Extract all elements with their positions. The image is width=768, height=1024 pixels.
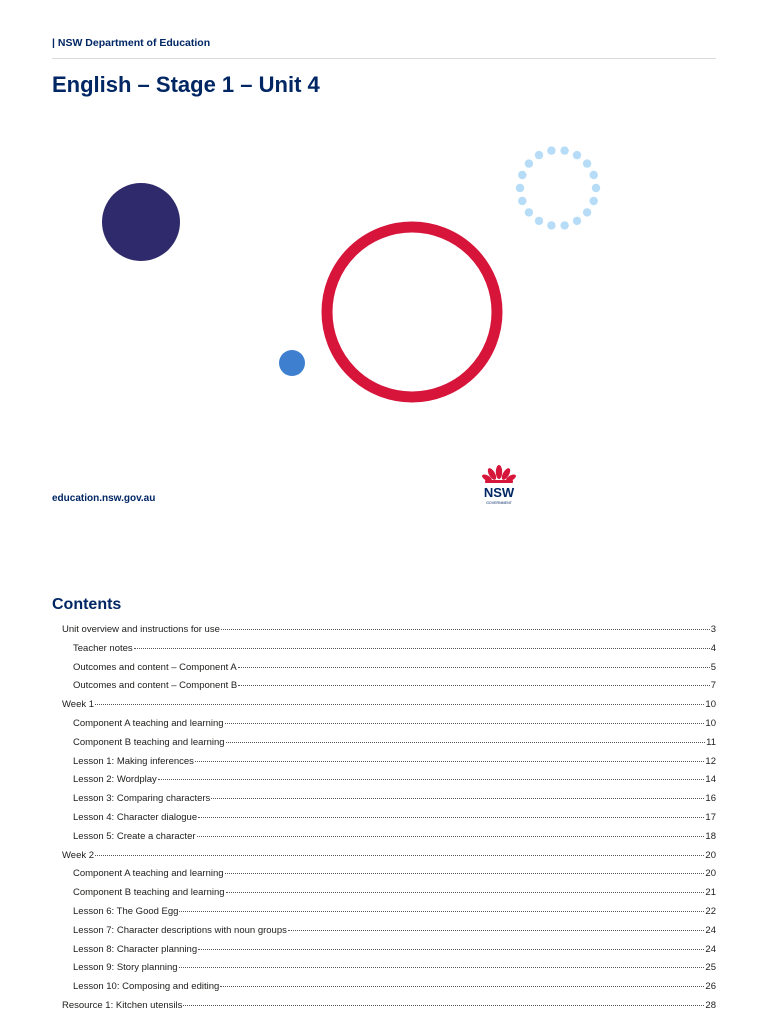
ring-dot xyxy=(547,146,555,154)
toc-leader-dots xyxy=(183,1005,704,1006)
ring-dot xyxy=(518,197,526,205)
toc-leader-dots xyxy=(221,629,710,630)
ring-dot xyxy=(547,221,555,229)
toc-leader-dots xyxy=(134,648,710,649)
document-title: English – Stage 1 – Unit 4 xyxy=(52,72,320,97)
ring-dot xyxy=(535,151,543,159)
toc-page-number: 20 xyxy=(705,868,716,880)
header-divider xyxy=(52,58,716,59)
toc-entry[interactable] xyxy=(62,737,716,756)
toc-entry-label: Lesson 8: Character planning xyxy=(73,943,198,955)
ring-dot xyxy=(516,184,524,192)
ring-dot xyxy=(590,197,598,205)
toc-entry-label: Lesson 6: The Good Egg xyxy=(73,905,179,917)
toc-entry[interactable] xyxy=(62,981,716,1000)
toc-entry[interactable] xyxy=(62,756,716,775)
toc-entry-label: Week 1 xyxy=(62,699,95,711)
toc-entry[interactable] xyxy=(62,624,716,643)
toc-leader-dots xyxy=(198,949,704,950)
toc-entry-label: Lesson 2: Wordplay xyxy=(73,774,157,786)
toc-entry[interactable] xyxy=(62,774,716,793)
toc-entry-label: Outcomes and content – Component B xyxy=(73,680,238,692)
toc-page-number: 28 xyxy=(705,999,716,1011)
toc-entry-label: Teacher notes xyxy=(73,642,133,654)
toc-entry-label: Lesson 4: Character dialogue xyxy=(73,811,198,823)
toc-entry[interactable] xyxy=(62,1000,716,1019)
toc-page-number: 26 xyxy=(705,981,716,993)
nsw-government-logo xyxy=(476,462,522,508)
toc-entry[interactable] xyxy=(62,944,716,963)
toc-leader-dots xyxy=(220,986,704,987)
toc-page-number: 12 xyxy=(705,755,716,767)
ring-dot xyxy=(560,146,568,154)
toc-entry[interactable] xyxy=(62,643,716,662)
toc-page-number: 25 xyxy=(705,962,716,974)
toc-entry[interactable] xyxy=(62,925,716,944)
toc-entry[interactable] xyxy=(62,906,716,925)
toc-page-number: 7 xyxy=(710,680,716,692)
toc-entry-label: Resource 1: Kitchen utensils xyxy=(62,999,183,1011)
toc-page-number: 14 xyxy=(705,774,716,786)
toc-leader-dots xyxy=(238,667,710,668)
ring-dot xyxy=(518,171,526,179)
toc-leader-dots xyxy=(197,836,705,837)
toc-entry-label: Lesson 5: Create a character xyxy=(73,830,196,842)
toc-leader-dots xyxy=(179,967,705,968)
toc-entry-label: Lesson 10: Composing and editing xyxy=(73,981,220,993)
toc-page-number: 16 xyxy=(705,793,716,805)
ring-dot xyxy=(573,151,581,159)
toc-page-number: 10 xyxy=(705,717,716,729)
toc-entry-label: Component A teaching and learning xyxy=(73,717,224,729)
toc-entry[interactable] xyxy=(62,831,716,850)
ring-dot xyxy=(535,217,543,225)
toc-entry[interactable] xyxy=(62,850,716,869)
toc-page-number: 20 xyxy=(705,849,716,861)
toc-leader-dots xyxy=(288,930,705,931)
toc-entry-label: Outcomes and content – Component A xyxy=(73,661,237,673)
ring-dot xyxy=(573,217,581,225)
toc-entry[interactable] xyxy=(62,793,716,812)
ring-dot xyxy=(525,159,533,167)
toc-entry[interactable] xyxy=(62,699,716,718)
toc-page-number: 5 xyxy=(710,661,716,673)
toc-entry-label: Lesson 1: Making inferences xyxy=(73,755,194,767)
department-header: | NSW Department of Education xyxy=(52,37,211,49)
toc-entry[interactable] xyxy=(62,868,716,887)
cover-artwork xyxy=(52,110,716,432)
toc-leader-dots xyxy=(179,911,704,912)
ring-dot xyxy=(583,208,591,216)
toc-entry-label: Lesson 3: Comparing characters xyxy=(73,793,211,805)
nsw-logo-subtext: GOVERNMENT xyxy=(486,501,512,505)
ring-dot xyxy=(583,159,591,167)
toc-entry-label: Component B teaching and learning xyxy=(73,887,225,899)
toc-page-number: 10 xyxy=(705,699,716,711)
toc-leader-dots xyxy=(158,779,705,780)
toc-leader-dots xyxy=(95,704,704,705)
navy-circle-graphic xyxy=(102,183,180,261)
toc-leader-dots xyxy=(225,723,705,724)
toc-page-number: 24 xyxy=(705,924,716,936)
toc-page-number: 4 xyxy=(710,642,716,654)
toc-leader-dots xyxy=(226,742,706,743)
toc-page-number: 17 xyxy=(705,811,716,823)
toc-page-number: 11 xyxy=(706,736,716,748)
toc-leader-dots xyxy=(225,873,705,874)
toc-leader-dots xyxy=(226,892,705,893)
ring-dot xyxy=(592,184,600,192)
toc-page-number: 22 xyxy=(705,905,716,917)
toc-page-number: 3 xyxy=(710,624,716,635)
toc-leader-dots xyxy=(195,761,704,762)
toc-entry[interactable] xyxy=(62,962,716,981)
ring-dot xyxy=(525,208,533,216)
toc-entry-label: Component B teaching and learning xyxy=(73,736,225,748)
toc-page-number: 18 xyxy=(705,830,716,842)
toc-entry[interactable] xyxy=(62,887,716,906)
contents-heading: Contents xyxy=(52,596,122,613)
toc-entry[interactable] xyxy=(62,680,716,699)
blue-dot-graphic xyxy=(279,350,305,376)
ring-dot xyxy=(560,221,568,229)
toc-entry[interactable] xyxy=(62,662,716,681)
table-of-contents xyxy=(62,624,716,1019)
toc-page-number: 24 xyxy=(705,943,716,955)
toc-leader-dots xyxy=(238,685,709,686)
toc-leader-dots xyxy=(198,817,704,818)
nsw-logo-text: NSW xyxy=(483,485,515,500)
toc-entry[interactable] xyxy=(62,812,716,831)
toc-entry-label: Unit overview and instructions for use xyxy=(62,624,220,635)
toc-leader-dots xyxy=(95,855,704,856)
toc-entry-label: Week 2 xyxy=(62,849,95,861)
toc-entry[interactable] xyxy=(62,718,716,737)
toc-entry-label: Lesson 9: Story planning xyxy=(73,962,178,974)
toc-leader-dots xyxy=(211,798,704,799)
toc-page-number: 21 xyxy=(705,887,716,899)
toc-entry-label: Component A teaching and learning xyxy=(73,868,224,880)
ring-dot xyxy=(590,171,598,179)
toc-entry-label: Lesson 7: Character descriptions with noun groups xyxy=(73,924,287,936)
website-url: education.nsw.gov.au xyxy=(52,493,156,504)
